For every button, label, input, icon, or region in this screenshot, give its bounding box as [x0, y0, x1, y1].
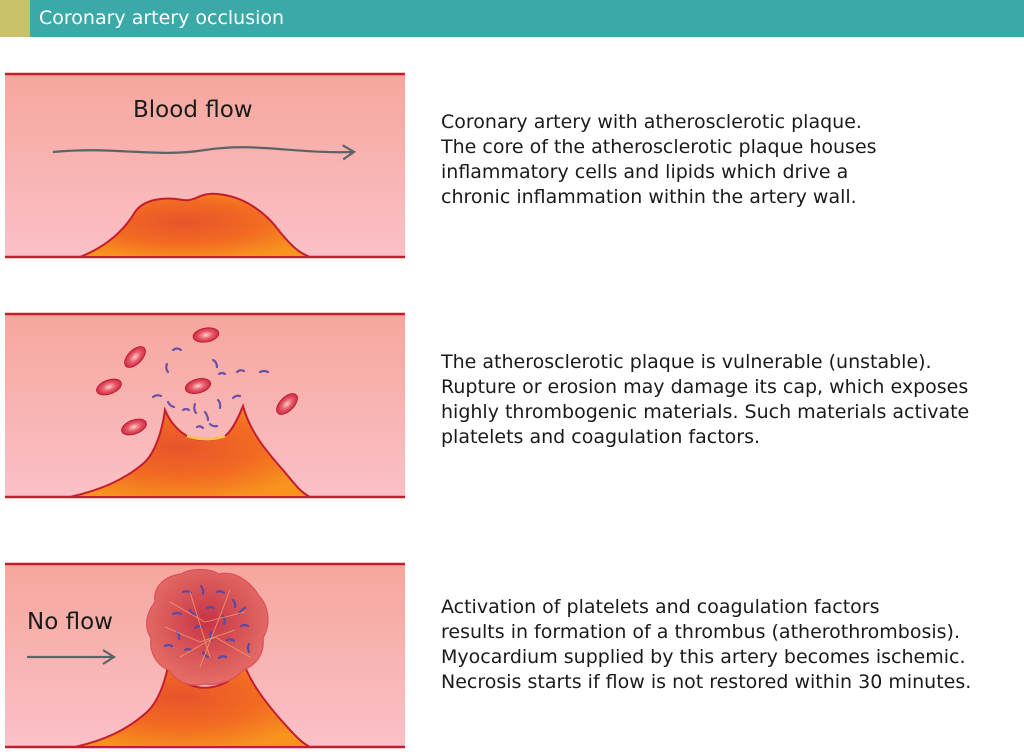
description-stable-plaque [441, 110, 1021, 210]
description-line: chronic inflammation within the artery wall. [441, 186, 857, 208]
description-line: Rupture or erosion may damage its cap, which exposes [441, 376, 969, 398]
blood-flow-label: Blood flow [133, 97, 253, 123]
description-thrombus [441, 595, 1021, 695]
description-line: The core of the atherosclerotic plaque houses [441, 136, 877, 158]
artery-panel-thrombus [5, 562, 405, 749]
description-line: platelets and coagulation factors. [441, 426, 761, 448]
description-line: Necrosis starts if flow is not restored within 30 minutes. [441, 671, 972, 693]
description-line: inflammatory cells and lipids which drive a [441, 161, 849, 183]
description-line: Myocardium supplied by this artery becomes ischemic. [441, 646, 966, 668]
description-line: The atherosclerotic plaque is vulnerable (unstable). [441, 351, 932, 373]
header-accent [0, 0, 30, 37]
no-flow-label: No flow [27, 609, 113, 635]
header-bar [0, 0, 1024, 37]
description-line: highly thrombogenic materials. Such materials activate [441, 401, 970, 423]
artery-panel-ruptured-plaque [5, 312, 405, 499]
description-line: Coronary artery with atherosclerotic plaque. [441, 111, 862, 133]
artery-panel-stable-plaque [5, 72, 405, 259]
description-line: Activation of platelets and coagulation factors [441, 596, 880, 618]
page-title: Coronary artery occlusion [39, 7, 285, 29]
description-ruptured-plaque [441, 350, 1021, 450]
description-line: results in formation of a thrombus (atherothrombosis). [441, 621, 961, 643]
